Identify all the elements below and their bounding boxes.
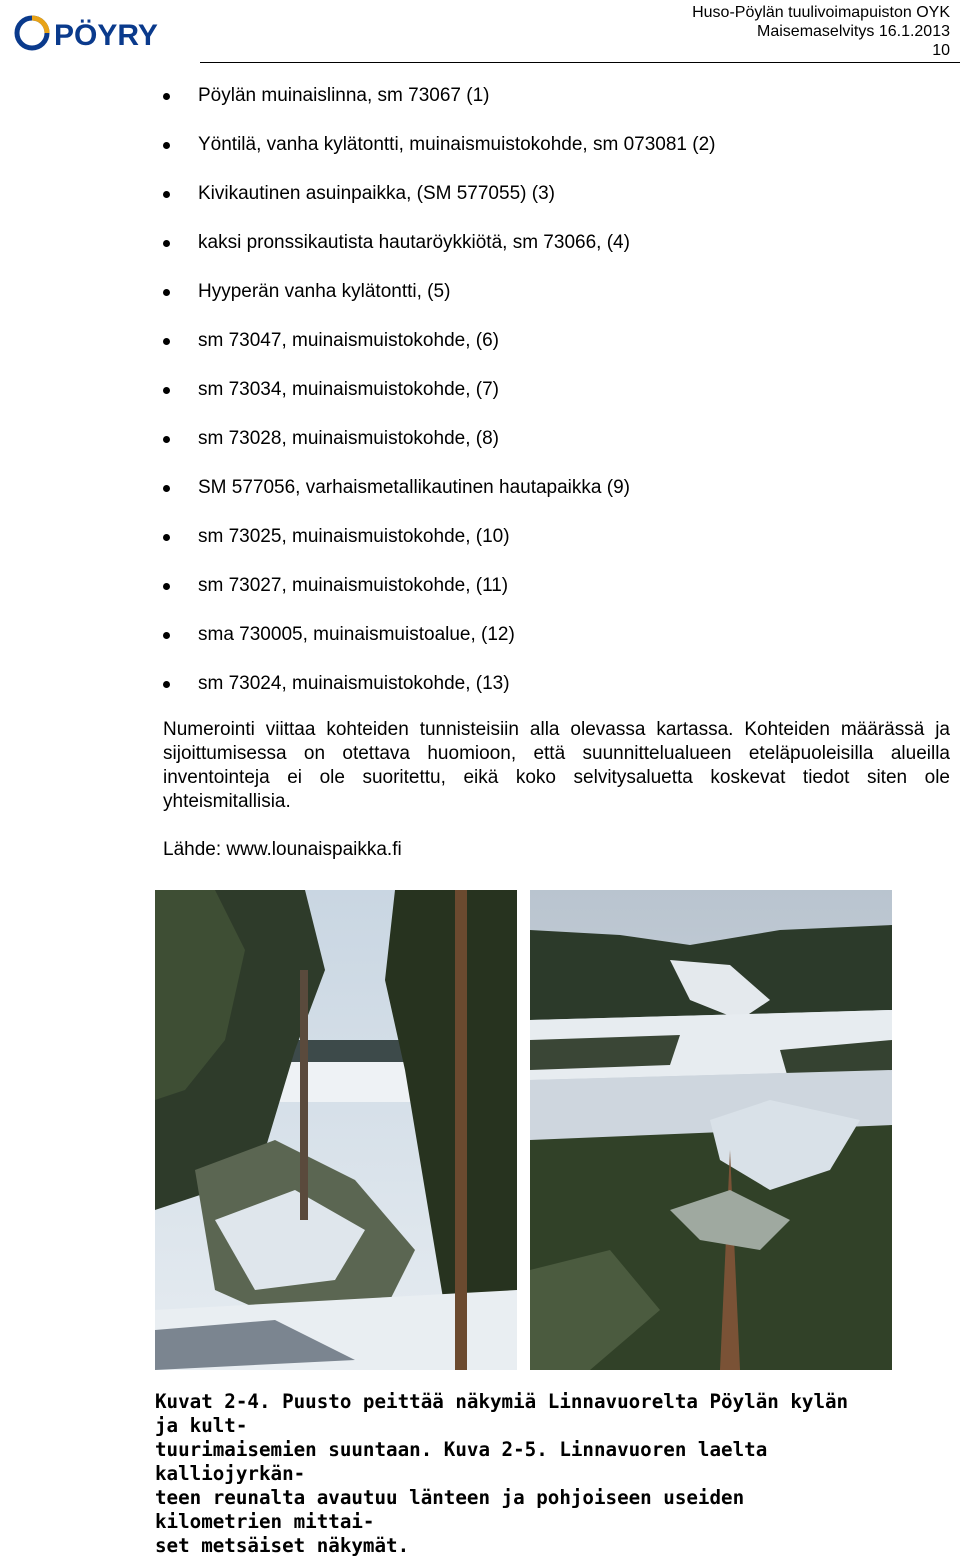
- document-subtitle-line: Maisemaselvitys 16.1.2013: [757, 23, 950, 40]
- list-item: [163, 133, 950, 182]
- bullet-icon: [163, 681, 170, 688]
- list-item-text: Kivikautinen asuinpaikka, (SM 577055) (3): [198, 183, 555, 204]
- caption-line: Kuvat 2-4. Puusto peittää näkymiä Linnavuorelta Pöylän kylän ja kult-: [155, 1390, 849, 1437]
- list-item-text: sm 73025, muinaismuistokohde, (10): [198, 526, 510, 547]
- list-item-text: Yöntilä, vanha kylätontti, muinaismuistokohde, sm 073081 (2): [198, 134, 716, 155]
- caption-line: set metsäiset näkymät.: [155, 1534, 410, 1557]
- bullet-icon: [163, 534, 170, 541]
- bullet-icon: [163, 632, 170, 639]
- list-item: [163, 280, 950, 329]
- bullet-icon: [163, 485, 170, 492]
- bullet-icon: [163, 583, 170, 590]
- source-reference: Lähde: www.lounaispaikka.fi: [163, 839, 402, 860]
- list-item-text: sm 73027, muinaismuistokohde, (11): [198, 575, 509, 596]
- poyry-logo: [14, 14, 194, 54]
- list-item: [163, 84, 950, 133]
- bullet-icon: [163, 240, 170, 247]
- list-item: [163, 427, 950, 476]
- bullet-icon: [163, 387, 170, 394]
- list-item-text: Hyyperän vanha kylätontti, (5): [198, 281, 451, 302]
- list-item: [163, 574, 950, 623]
- landscape-photo-right: [530, 890, 892, 1370]
- list-item: [163, 182, 950, 231]
- page-number: 10: [932, 42, 950, 59]
- bullet-icon: [163, 289, 170, 296]
- list-item: [163, 525, 950, 574]
- list-item: [163, 231, 950, 280]
- list-item: [163, 672, 950, 721]
- figure-caption: [155, 1390, 877, 1558]
- caption-line: teen reunalta avautuu länteen ja pohjoiseen useiden kilometrien mittai-: [155, 1486, 745, 1533]
- bullet-icon: [163, 338, 170, 345]
- list-item-text: sm 73028, muinaismuistokohde, (8): [198, 428, 499, 449]
- list-item: [163, 329, 950, 378]
- list-item-text: SM 577056, varhaismetallikautinen hautapaikka (9): [198, 477, 630, 498]
- bullet-icon: [163, 93, 170, 100]
- forest-photo-left: [155, 890, 517, 1370]
- body-paragraph: Numerointi viittaa kohteiden tunnisteisiin alla olevassa kartassa. Kohteiden määrässä ja sijoittumisessa on otettava huomioon, että suunnittelualueen eteläpuoleisilla alueilla inventointeja ei ole suoritettu, eikä koko selvitysaluetta koskevat tiedot siten ole yhteismitallisia.: [163, 719, 950, 812]
- list-item-text: sm 73024, muinaismuistokohde, (13): [198, 673, 510, 694]
- document-title-line: Huso-Pöylän tuulivoimapuiston OYK: [692, 4, 950, 21]
- header-divider: [200, 62, 960, 63]
- list-item-text: kaksi pronssikautista hautaröykkiötä, sm 73066, (4): [198, 232, 630, 253]
- bullet-icon: [163, 142, 170, 149]
- list-item-text: Pöylän muinaislinna, sm 73067 (1): [198, 85, 490, 106]
- logo-text: PÖYRY: [54, 19, 158, 52]
- list-item-text: sm 73034, muinaismuistokohde, (7): [198, 379, 499, 400]
- caption-line: tuurimaisemien suuntaan. Kuva 2-5. Linnavuoren laelta kalliojyrkän-: [155, 1438, 768, 1485]
- heritage-site-list: [163, 84, 950, 721]
- bullet-icon: [163, 436, 170, 443]
- list-item-text: sm 73047, muinaismuistokohde, (6): [198, 330, 499, 351]
- list-item: [163, 623, 950, 672]
- list-item: [163, 378, 950, 427]
- document-title: [692, 3, 950, 41]
- bullet-icon: [163, 191, 170, 198]
- list-item: [163, 476, 950, 525]
- list-item-text: sma 730005, muinaismuistoalue, (12): [198, 624, 515, 645]
- page-header: [0, 0, 960, 64]
